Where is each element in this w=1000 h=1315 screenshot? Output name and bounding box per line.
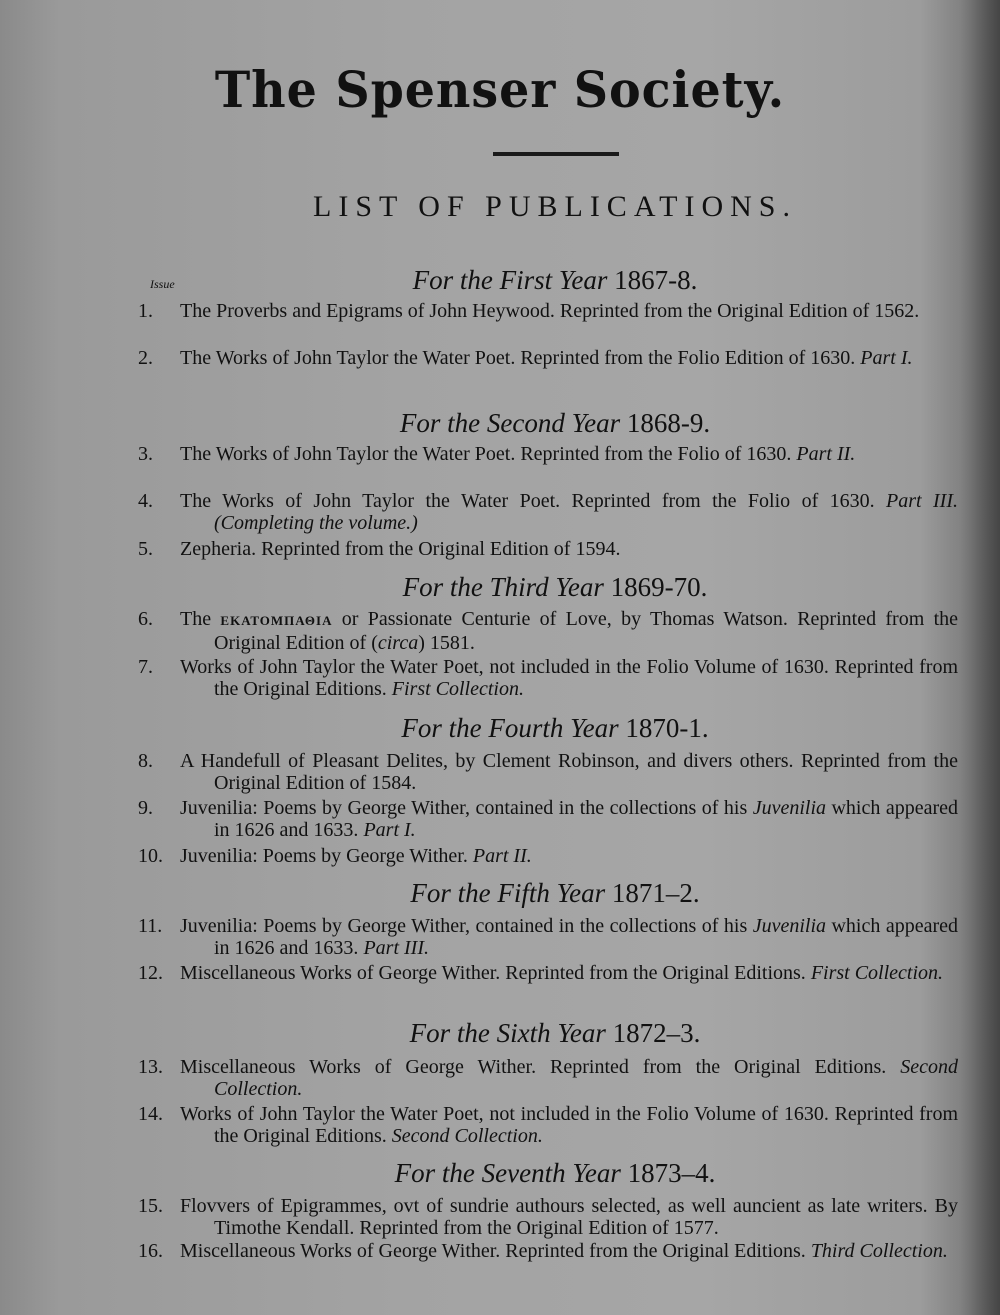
entry-text: Juvenilia: Poems by George Wither, contained in the collections of his <box>180 797 748 819</box>
year-heading <box>0 408 1000 439</box>
entry-number: 4. <box>138 490 153 512</box>
entry-part: Part I. <box>860 347 913 369</box>
year-range: 1873–4. <box>627 1158 716 1188</box>
year-heading <box>0 713 1000 744</box>
greek-title: ΕΚΑΤΟΜΠΑΘΙΑ <box>220 613 333 628</box>
list-title: LIST OF PUBLICATIONS. <box>313 190 797 223</box>
entry-number: 15. <box>138 1195 163 1217</box>
entry-number: 9. <box>138 797 153 819</box>
entry-text: The Works of John Taylor the Water Poet. Reprinted from the Folio of 1630. <box>180 443 792 465</box>
publication-entry <box>138 1103 958 1147</box>
publication-entry <box>138 1056 958 1100</box>
entry-part: Part II. <box>472 845 532 867</box>
publication-entry <box>138 962 958 984</box>
entry-part: Part I. <box>363 819 416 841</box>
entry-part: Second Collection. <box>391 1125 543 1147</box>
entry-text: Works of John Taylor the Water Poet, not included in the Folio Volume of 1630. Reprinted from the Original Editions. <box>180 1103 958 1147</box>
entry-text: The Works of John Taylor the Water Poet. Reprinted from the Folio of 1630. <box>180 490 875 512</box>
year-label: For the Seventh Year <box>394 1158 621 1188</box>
publication-entry <box>138 1195 958 1239</box>
publication-entry <box>138 750 958 794</box>
entry-text: Zepheria. Reprinted from the Original Edition of 1594. <box>180 538 621 560</box>
entry-number: 8. <box>138 750 153 772</box>
entry-text: Flovvers of Epigrammes, ovt of sundrie authours selected, as well auncient as late writers. By Timothe Kendall. Reprinted from the Original Edition of 1577. <box>180 1195 958 1239</box>
entry-number: 7. <box>138 656 153 678</box>
entry-juvenilia: Juvenilia <box>752 797 827 819</box>
entry-part: Part II. <box>796 443 856 465</box>
entry-part: Part III. (Completing the volume.) <box>214 490 958 534</box>
publication-entry <box>138 797 958 841</box>
entry-text: which appeared in 1626 and 1633. <box>214 797 958 841</box>
publication-entry <box>138 443 958 465</box>
publication-entry <box>138 1240 958 1262</box>
publication-entry <box>138 845 958 867</box>
title-rule <box>493 152 619 156</box>
year-heading <box>0 878 1000 909</box>
entry-number: 13. <box>138 1056 163 1078</box>
entry-circa: circa <box>377 632 419 654</box>
year-label: For the Sixth Year <box>409 1018 606 1048</box>
publication-entry <box>138 300 958 322</box>
issue-label: Issue <box>150 277 175 291</box>
entry-part: Part III. <box>363 937 429 959</box>
entry-text: ) 1581. <box>418 632 475 654</box>
entry-part: Third Collection. <box>810 1240 948 1262</box>
entry-number: 6. <box>138 608 153 630</box>
entry-text: Miscellaneous Works of George Wither. Reprinted from the Original Editions. <box>180 962 806 984</box>
publication-entry <box>138 347 958 369</box>
entry-text: Works of John Taylor the Water Poet, not included in the Folio Volume of 1630. Reprinted from the Original Editions. <box>180 656 958 700</box>
year-heading <box>0 1158 1000 1189</box>
year-heading <box>0 1018 1000 1049</box>
entry-juvenilia: Juvenilia <box>752 915 827 937</box>
entry-number: 3. <box>138 443 153 465</box>
year-label: For the Second Year <box>399 408 621 438</box>
entry-part: Second Collection. <box>214 1056 958 1100</box>
entry-number: 16. <box>138 1240 163 1262</box>
year-heading <box>0 572 1000 603</box>
entry-number: 11. <box>138 915 163 937</box>
entry-text: The Proverbs and Epigrams of John Heywood. Reprinted from the Original Edition of 1562. <box>180 300 920 322</box>
entry-number: 12. <box>138 962 163 984</box>
entry-text: Juvenilia: Poems by George Wither. <box>180 845 468 867</box>
entry-text: Miscellaneous Works of George Wither. Reprinted from the Original Editions. <box>180 1240 806 1262</box>
publication-entry <box>138 656 958 700</box>
entry-text: The <box>180 608 212 630</box>
entry-part: First Collection. <box>810 962 944 984</box>
year-range: 1870-1. <box>625 713 709 743</box>
year-range: 1869-70. <box>610 572 708 602</box>
entry-number: 5. <box>138 538 153 560</box>
entry-number: 14. <box>138 1103 163 1125</box>
entry-number: 2. <box>138 347 153 369</box>
entry-text: The Works of John Taylor the Water Poet. Reprinted from the Folio Edition of 1630. <box>180 347 856 369</box>
entry-number: 10. <box>138 845 163 867</box>
year-label: For the Fifth Year <box>410 878 606 908</box>
year-range: 1867-8. <box>614 265 698 295</box>
society-title: The Spenser Society. <box>214 60 786 119</box>
entry-text: which appeared in 1626 and 1633. <box>214 915 958 959</box>
year-range: 1868-9. <box>626 408 711 438</box>
year-label: For the Fourth Year <box>401 713 619 743</box>
publication-entry <box>138 538 958 560</box>
year-range: 1872–3. <box>612 1018 701 1048</box>
year-label: For the First Year <box>412 265 608 295</box>
entry-text: A Handefull of Pleasant Delites, by Clement Robinson, and divers others. Reprinted from the Original Edition of 1584. <box>180 750 958 794</box>
entry-text: Miscellaneous Works of George Wither. Reprinted from the Original Editions. <box>180 1056 887 1078</box>
entry-part: First Collection. <box>391 678 524 700</box>
entry-text: or Passionate Centurie of Love, by Thomas Watson. Reprinted from the Original Edition of ( <box>214 608 959 654</box>
publication-entry <box>138 915 958 959</box>
entry-number: 1. <box>138 300 153 322</box>
entry-text: Juvenilia: Poems by George Wither, contained in the collections of his <box>180 915 748 937</box>
year-range: 1871–2. <box>611 878 700 908</box>
year-heading <box>0 265 1000 296</box>
publication-entry <box>138 490 958 534</box>
publication-entry <box>138 608 958 654</box>
year-label: For the Third Year <box>402 572 604 602</box>
